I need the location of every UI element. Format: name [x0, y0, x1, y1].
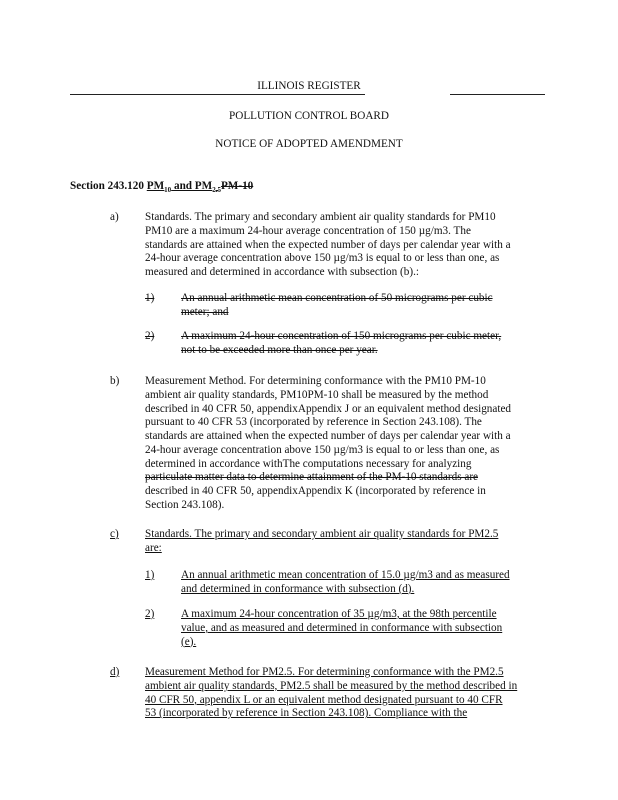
subsection-d-line-1: Measurement Method for PM2.5. For determining conformance with the PM2.5	[145, 666, 504, 678]
subsection-c1-line-2: and determined in conformance with subsection (d).	[181, 582, 415, 595]
subsection-b-line-9: described in 40 CFR 50, appendixAppendix K (incorporated by reference in	[145, 485, 486, 498]
subsection-a-line-1: Standards. The primary and secondary ambient air quality standards for PM10	[145, 211, 496, 223]
subsection-c2-line-2: value, and as measured and determined in conformance with subsection	[181, 621, 503, 634]
subsection-c2-line-1: A maximum 24-hour concentration of 35 µg/m3, at the 98th percentile	[181, 608, 497, 620]
subsection-a1-label: 1)	[145, 292, 155, 304]
subsection-a-line-5: measured and determined in accordance with subsection (b).:	[145, 266, 419, 279]
subsection-b-line-2: ambient air quality standards, PM10PM-10 shall be measured by the method	[145, 388, 489, 401]
subsection-a-text	[145, 211, 545, 280]
subsection-a-line-3: standards are attained when the expected number of days per calendar year with a	[145, 238, 511, 251]
notice-title: NOTICE OF ADOPTED AMENDMENT	[215, 138, 403, 150]
subsection-c2-label: 2)	[145, 608, 155, 620]
subsection-a-line-4: 24-hour average concentration above 150 µg/m3 is equal to or less than one, as	[145, 252, 500, 265]
subsection-b-line-7: determined in accordance withThe computations necessary for analyzing	[145, 457, 472, 470]
header-rule-left	[70, 94, 365, 95]
section-heading: Section 243.120 $PM_{10}$ and $PM_{2.5}PM-10$	[70, 180, 254, 195]
subsection-b-line-6: 24-hour average concentration above 150 µg/m3 is equal to or less than one, as	[145, 443, 500, 456]
register-title: ILLINOIS REGISTER	[257, 80, 361, 92]
subsection-d-label: d)	[110, 666, 120, 678]
subsection-c1-text	[181, 569, 541, 597]
subsection-b-line-5: standards are attained when the expected number of days per calendar year with a	[145, 430, 511, 443]
subsection-b-line-4: pursuant to 40 CFR 53 (incorporated by reference in Section 243.108). The	[145, 416, 482, 429]
subsection-b-text	[145, 375, 545, 513]
subsection-c2-text	[181, 608, 541, 649]
subsection-a2-label: 2)	[145, 330, 155, 342]
subsection-c2-line-3: (e).	[181, 635, 197, 648]
subsection-a2-line-1: A maximum 24-hour concentration of 150 micrograms per cubic meter,	[181, 330, 502, 342]
subsection-b-line-1: Measurement Method. For determining conformance with the PM10 PM-10	[145, 375, 486, 387]
subsection-b-label: b)	[110, 375, 120, 387]
subsection-a1-text	[181, 292, 541, 320]
subsection-c-line-2: are:	[145, 541, 162, 554]
subsection-d-line-4: 53 (incorporated by reference in Section 243.108). Compliance with the	[145, 707, 468, 720]
subsection-c-text	[145, 528, 545, 556]
subsection-b-line-10: Section 243.108).	[145, 498, 225, 511]
header-rule-right	[450, 94, 545, 95]
subsection-d-line-2: ambient air quality standards, PM2.5 shall be measured by the method described in	[145, 679, 518, 692]
subsection-a1-line-1: An annual arithmetic mean concentration of 50 micrograms per cubic	[181, 292, 493, 304]
subsection-a-line-2: PM10 are a maximum 24-hour average concentration of 150 µg/m3. The	[145, 224, 471, 237]
subsection-c1-line-1: An annual arithmetic mean concentration of 15.0 µg/m3 and as measured	[181, 569, 510, 581]
subsection-d-text	[145, 666, 545, 721]
subsection-d-line-3: 40 CFR 50, appendix L or an equivalent method designated pursuant to 40 CFR	[145, 693, 503, 706]
board-title: POLLUTION CONTROL BOARD	[229, 110, 389, 122]
subsection-c-label: c)	[110, 528, 119, 540]
subsection-a-label: a)	[110, 211, 119, 223]
subsection-a1-line-2: meter; and	[181, 305, 229, 318]
subsection-a2-text	[181, 330, 541, 358]
subsection-c1-label: 1)	[145, 569, 155, 581]
subsection-a2-line-2: not to be exceeded more than once per year.	[181, 343, 378, 356]
subsection-b-line-8: particulate matter data to determine attainment of the PM-10 standards are	[145, 471, 479, 484]
subsection-b-line-3: described in 40 CFR 50, appendixAppendix J or an equivalent method designated	[145, 402, 512, 415]
subsection-c-line-1: Standards. The primary and secondary ambient air quality standards for PM2.5	[145, 528, 499, 540]
